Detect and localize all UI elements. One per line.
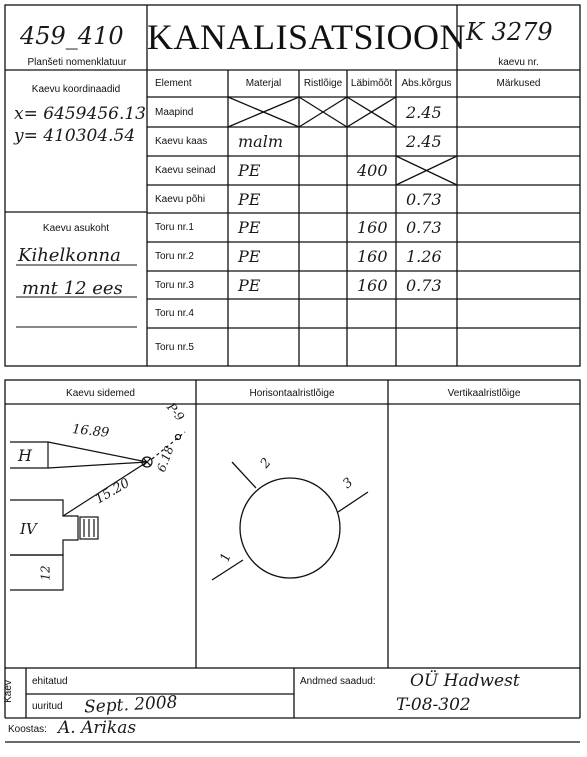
- row-diameter-value: 160: [357, 218, 388, 237]
- building-label: H: [18, 446, 32, 465]
- row-diameter-value: 400: [357, 161, 388, 180]
- row-material-value: PE: [238, 161, 261, 180]
- row-element-label: Toru nr.5: [155, 341, 194, 353]
- row-element-label: Kaevu seinad: [155, 165, 216, 176]
- row-height-value: [396, 156, 457, 185]
- header-section: Ristlõige: [303, 78, 343, 89]
- row-material-value: PE: [238, 218, 261, 237]
- built-label: ehitatud: [32, 676, 68, 687]
- row-height-value: [396, 299, 457, 328]
- row-section-value: [299, 299, 347, 328]
- row-material-value: [228, 299, 299, 328]
- row-section-value: [299, 156, 347, 185]
- dimension-label: 15.20: [92, 475, 133, 508]
- row-height-value: 0.73: [406, 218, 442, 237]
- row-element-label: Kaevu kaas: [155, 136, 208, 147]
- row-element-label: Toru nr.1: [155, 222, 194, 233]
- row-material-value: PE: [238, 189, 261, 209]
- node-label: P-9: [164, 400, 188, 424]
- row-element-label: Toru nr.3: [155, 279, 194, 291]
- row-element-label: Kaevu põhi: [155, 193, 206, 205]
- compiler-label: Koostas:: [8, 724, 47, 735]
- row-section-value: [299, 185, 347, 213]
- row-diameter-value: [347, 127, 396, 156]
- header-element: Element: [155, 78, 192, 89]
- location-line-2: mnt 12 ees: [22, 278, 123, 299]
- row-material-value: [228, 97, 299, 127]
- compiler-value: A. Arikas: [58, 718, 137, 738]
- row-diameter-value: 160: [357, 275, 388, 295]
- row-diameter-value: [347, 299, 396, 328]
- nomenclature-value: 459_410: [20, 22, 124, 50]
- row-element-label: Toru nr.4: [155, 308, 194, 319]
- row-section-value: [299, 127, 347, 156]
- row-material-value: [228, 328, 299, 366]
- pipe-label: 3: [340, 475, 357, 492]
- location-label: Kaevu asukoht: [42, 223, 110, 234]
- row-section-value: [299, 213, 347, 242]
- coordinates-label: Kaevu koordinaadid: [31, 84, 121, 95]
- data-source-code: T-08-302: [396, 695, 471, 715]
- row-material-value: PE: [238, 275, 261, 295]
- row-height-value: [396, 328, 457, 366]
- row-diameter-value: 160: [357, 247, 388, 266]
- building-label: IV: [20, 520, 37, 538]
- well-number-label: kaevu nr.: [498, 57, 539, 68]
- header-height: Abs.kõrgus: [401, 78, 452, 89]
- dimension-label: 6.18: [154, 444, 177, 474]
- row-height-value: 0.73: [406, 275, 442, 295]
- pipe-label: 1: [217, 551, 235, 564]
- row-diameter-value: [347, 185, 396, 213]
- row-material-value: PE: [238, 247, 261, 266]
- row-height-value: 1.26: [406, 247, 442, 266]
- coordinate-y: y= 410304.54: [14, 126, 136, 146]
- row-section-value: [299, 271, 347, 299]
- sketch-vertical-title: Vertikaalristlõige: [447, 388, 521, 399]
- row-diameter-value: [347, 97, 396, 127]
- row-height-value: 2.45: [406, 102, 442, 122]
- surveyed-label: uuritud: [32, 701, 63, 712]
- location-line-1: Kihelkonna: [18, 245, 121, 266]
- header-diameter: Läbimõõt: [350, 78, 393, 89]
- header-notes: Märkused: [496, 78, 541, 89]
- sketch-horizontal-title: Horisontaalristlõige: [249, 388, 335, 399]
- surveyed-value: Sept. 2008: [83, 692, 178, 718]
- data-source-label: Andmed saadud:: [300, 676, 376, 687]
- nomenclature-label: Planšeti nomenklatuur: [27, 57, 127, 68]
- well-number-value: K 3279: [466, 18, 553, 46]
- footer-side-label: Kaev: [2, 680, 14, 703]
- dimension-label: 16.89: [71, 422, 110, 441]
- row-material-value: malm: [238, 132, 283, 151]
- header-material: Materjal: [245, 78, 282, 89]
- row-height-value: 0.73: [406, 189, 442, 209]
- sketch-connections-title: Kaevu sidemed: [66, 388, 135, 399]
- pipe-label: 2: [257, 455, 275, 472]
- row-height-value: 2.45: [406, 132, 442, 151]
- data-source-value: OÜ Hadwest: [410, 671, 520, 691]
- coordinate-x: x= 6459456.13: [14, 104, 146, 124]
- row-section-value: [299, 328, 347, 366]
- row-diameter-value: [347, 328, 396, 366]
- row-element-label: Toru nr.2: [155, 251, 194, 262]
- building-label: 12: [38, 565, 53, 581]
- page-title: KANALISATSIOON: [147, 17, 466, 57]
- row-section-value: [299, 97, 347, 127]
- row-element-label: Maapind: [155, 106, 194, 118]
- row-section-value: [299, 242, 347, 271]
